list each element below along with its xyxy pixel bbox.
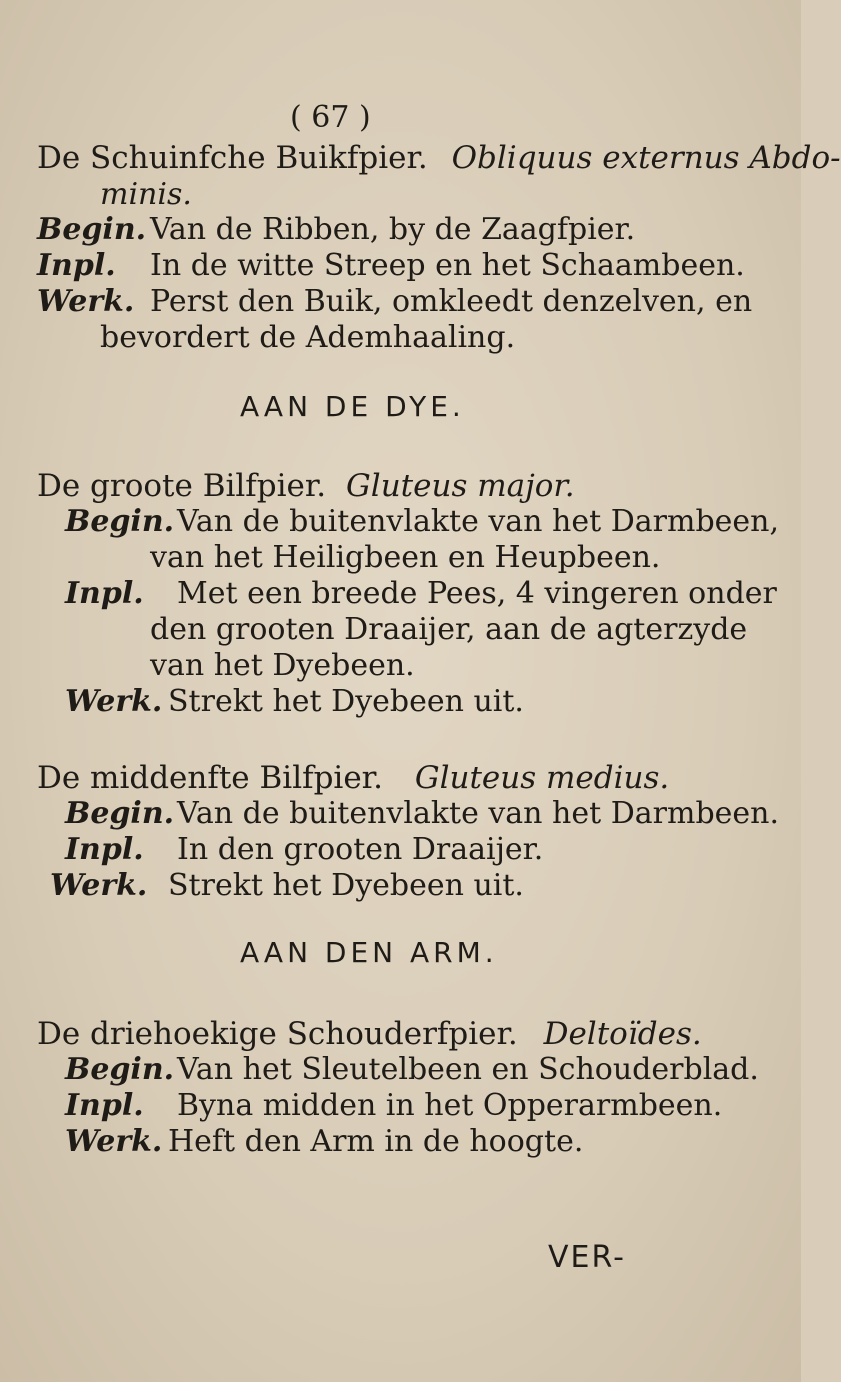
- row-label: Inpl.: [65, 1088, 144, 1123]
- latin-name: Gluteus medius.: [414, 760, 670, 796]
- row-text: In de witte Streep en het Schaambeen.: [150, 248, 745, 283]
- row-text: Heft den Arm in de hoogte.: [168, 1124, 584, 1159]
- section-title: AAN DEN ARM.: [240, 936, 498, 969]
- latin-name: Gluteus major.: [346, 468, 575, 504]
- row-label: Werk.: [37, 284, 135, 319]
- row-text: In den grooten Draaijer.: [177, 832, 544, 867]
- row-text: Van het Sleutelbeen en Schouderblad.: [177, 1052, 759, 1087]
- row-text: Byna midden in het Opperarmbeen.: [177, 1088, 723, 1123]
- row-label: Werk.: [65, 1124, 163, 1159]
- row-text: van het Heiligbeen en Heupbeen.: [150, 540, 661, 575]
- row-label: Begin.: [65, 1052, 175, 1087]
- dutch-name: De driehoekige Schouderfpier.: [37, 1016, 518, 1052]
- row-text: Strekt het Dyebeen uit.: [168, 684, 524, 719]
- row-text: Strekt het Dyebeen uit.: [168, 868, 524, 903]
- latin-name: Obliquus externus Abdo-: [451, 140, 841, 176]
- entry-heading: [37, 140, 841, 176]
- row-text: Van de buitenvlakte van het Darmbeen.: [177, 796, 780, 831]
- row-text: Van de Ribben, by de Zaagfpier.: [150, 212, 636, 247]
- dutch-name: De middenfte Bilfpier.: [37, 760, 383, 796]
- row-text: Van de buitenvlakte van het Darmbeen,: [177, 504, 780, 539]
- latin-name: Deltoïdes.: [543, 1016, 702, 1052]
- row-label: Werk.: [65, 684, 163, 719]
- entry-heading: [37, 760, 669, 796]
- row-label: Inpl.: [65, 576, 144, 611]
- dutch-name: De groote Bilfpier.: [37, 468, 327, 504]
- row-label: Begin.: [37, 212, 147, 247]
- row-label: Werk.: [50, 868, 148, 903]
- section-title: AAN DE DYE.: [240, 390, 465, 423]
- row-text: bevordert de Ademhaaling.: [100, 320, 516, 355]
- row-text: van het Dyebeen.: [150, 648, 415, 683]
- latin-name-continued: minis.: [100, 177, 192, 212]
- row-label: Begin.: [65, 796, 175, 831]
- entry-heading: [37, 468, 575, 504]
- row-text: Met een breede Pees, 4 vingeren onder: [177, 576, 777, 611]
- page-number: ( 67 ): [290, 100, 371, 135]
- row-text: Perst den Buik, omkleedt denzelven, en: [150, 284, 753, 319]
- catchword: VER-: [548, 1240, 626, 1275]
- row-text: den grooten Draaijer, aan de agterzyde: [150, 612, 748, 647]
- row-label: Begin.: [65, 504, 175, 539]
- dutch-name: De Schuinfche Buikfpier.: [37, 140, 428, 176]
- row-label: Inpl.: [37, 248, 116, 283]
- row-label: Inpl.: [65, 832, 144, 867]
- entry-heading: [37, 1016, 702, 1052]
